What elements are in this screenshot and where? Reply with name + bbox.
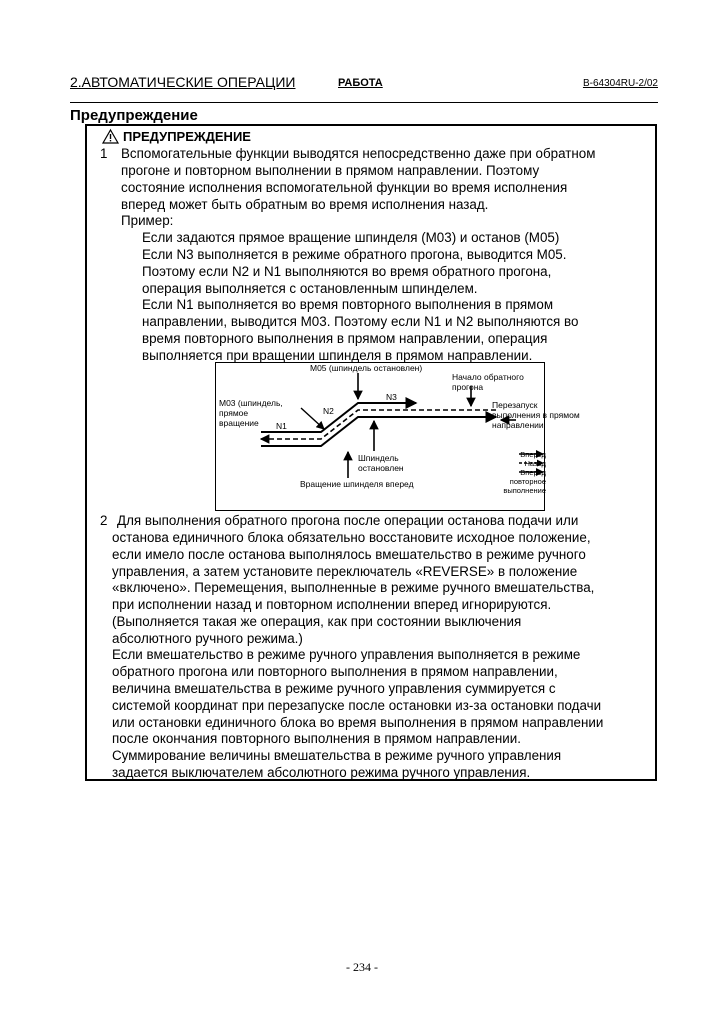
item1-example-label: Пример: xyxy=(121,213,174,228)
example-line: направлении, выводится M03. Поэтому если N1 и N2 выполняются во xyxy=(142,314,579,329)
legend-reforward-label-3: выполнение xyxy=(503,486,546,495)
block-n3-label: N3 xyxy=(386,392,397,402)
item2-line: Суммирование величины вмешательства в режиме ручного управления xyxy=(112,748,562,763)
item2-line: абсолютного ручного режима.) xyxy=(112,631,303,646)
warning-triangle-icon xyxy=(102,129,119,144)
m03-label-2: прямое xyxy=(219,408,249,418)
item2-line: обратного прогона или повторного выполнения в прямом направлении, xyxy=(112,664,558,679)
example-line: Если N3 выполняется в режиме обратного прогона, выводится M05. xyxy=(142,247,567,262)
legend-backward-label: Назад xyxy=(524,459,546,468)
m05-label: M05 (шпиндель остановлен) xyxy=(310,363,423,373)
section-label: РАБОТА xyxy=(338,77,383,89)
legend-reforward-label-2: повторное xyxy=(509,477,546,486)
backward-path-line xyxy=(261,410,496,439)
item2-line: после окончания повторного выполнения в прямом направлении. xyxy=(112,731,521,746)
item2-line: системой координат при перезапуске после остановки из-за остановки подачи xyxy=(112,698,602,713)
example-line: Если задаются прямое вращение шпинделя (M03) и останов (M05) xyxy=(142,230,560,245)
legend-reforward-label-1: Вперед xyxy=(520,468,546,477)
m03-pointer xyxy=(301,408,324,429)
header-rule xyxy=(70,102,658,103)
warning-title: ПРЕДУПРЕЖДЕНИЕ xyxy=(123,128,251,144)
item1-line: прогоне и повторном выполнении в прямом направлении. Поэтому xyxy=(121,163,540,178)
item2-line: Для выполнения обратного прогона после операции останова подачи или xyxy=(117,513,579,528)
example-line: Поэтому если N2 и N1 выполняются во время обратного прогона, xyxy=(142,264,552,279)
block-n1-label: N1 xyxy=(276,421,287,431)
item2-line: если имело после останова выполнялось вмешательство в режиме ручного xyxy=(112,547,586,562)
item2-line: задается выключателем абсолютного режима ручного управления. xyxy=(112,765,531,780)
item1-line: Вспомогательные функции выводятся непосредственно даже при обратном xyxy=(121,146,596,161)
item2-line: останова единичного блока обязательно восстановите исходное положение, xyxy=(112,530,591,545)
item2-line: или остановки единичного блока во время выполнения в прямом направлении xyxy=(112,715,604,730)
reverse-run-diagram xyxy=(215,362,580,511)
item2-line: при исполнении назад и повторном исполнении вперед игнорируются. xyxy=(112,597,552,612)
restart-label-1: Перезапуск xyxy=(492,400,538,410)
item2-line: Если вмешательство в режиме ручного управления выполняется в режиме xyxy=(112,647,581,662)
item1-number: 1 xyxy=(100,146,108,161)
item1-line: вперед может быть обратным во время исполнения назад. xyxy=(121,197,489,212)
m03-label-3: вращение xyxy=(219,418,259,428)
item2-number: 2 xyxy=(100,513,108,528)
page-number: - 234 - xyxy=(346,960,378,974)
item2-line: управления, а затем установите переключатель «REVERSE» в положение xyxy=(112,564,578,579)
warning-box xyxy=(85,124,657,781)
section-title: Предупреждение xyxy=(70,107,198,124)
example-line: время повторного выполнения в прямом направлении, операция xyxy=(142,331,548,346)
item1-line: состояние исполнения вспомогательной функции во время исполнения xyxy=(121,180,568,195)
reverse-start-label-2: прогона xyxy=(452,382,484,392)
example-line: выполняется при вращении шпинделя в прямом направлении. xyxy=(142,348,533,363)
item2-line: «включено». Перемещения, выполненные в режиме ручного вмешательства, xyxy=(112,580,595,595)
spindle-stopped-label-2: остановлен xyxy=(358,463,404,473)
spindle-forward-label: Вращение шпинделя вперед xyxy=(300,479,414,489)
chapter-title: 2.АВТОМАТИЧЕСКИЕ ОПЕРАЦИИ xyxy=(70,74,296,90)
block-n2-label: N2 xyxy=(323,406,334,416)
document-id: B-64304RU-2/02 xyxy=(582,78,658,89)
page-header xyxy=(70,74,658,94)
spindle-stopped-label-1: Шпиндель xyxy=(358,453,399,463)
example-line: операция выполняется с остановленным шпинделем. xyxy=(142,281,478,296)
warning-heading xyxy=(102,128,251,144)
reverse-start-label-1: Начало обратного xyxy=(452,372,524,382)
item2-line: величина вмешательства в режиме ручного управления суммируется с xyxy=(112,681,556,696)
legend-forward-label: Вперед xyxy=(520,450,546,459)
example-line: Если N1 выполняется во время повторного выполнения в прямом xyxy=(142,297,554,312)
item2-line: (Выполняется такая же операция, как при состоянии выключения xyxy=(112,614,522,629)
restart-label-2: выполнения в прямом xyxy=(492,410,580,420)
restart-label-3: направлении xyxy=(492,420,544,430)
m03-label-1: M03 (шпиндель, xyxy=(219,398,283,408)
